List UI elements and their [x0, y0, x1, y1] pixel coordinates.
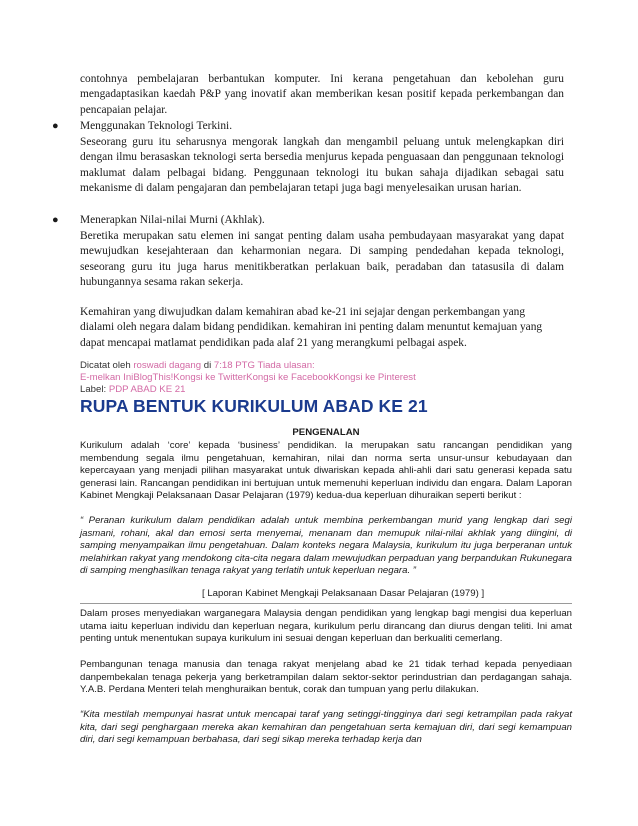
post-labels — [80, 384, 570, 396]
quote-block: “Kita mestilah mempunyai hasrat untuk mencapai taraf yang setinggi-tingginya dari segi ketrampilan pada rakyat kita, dari segi penghargaan mereka akan kemahiran dan pengetahuan serta kemajuan diri, dari segi kemampuan diri, dari segi kemampuan berbahasa, dari segi sikap mereka terhadap kerja dan — [80, 709, 572, 745]
divider — [80, 603, 572, 604]
label-prefix: Label: — [80, 384, 109, 395]
intro-paragraph: contohnya pembelajaran berbantukan komputer. Ini kerana pengetahuan dan kebolehan guru mengadaptasikan kaedah P&P yang inovatif akan memberikan kesan positif kepada perkembangan dan pencapaian pelajar. — [80, 73, 564, 116]
comments-link[interactable]: Tiada ulasan: — [254, 360, 315, 371]
post-meta — [80, 360, 570, 372]
bullet-body: Beretika merupakan satu elemen ini sangat penting dalam usaha pembudayaan masyarakat yang dapat mewujudkan kesejahteraan dan keharmonian negara. Di samping pendedahan kepada teknologi, seseorang guru itu juga harus menitikberatkan perlakuan baik, peradaban dan tatasusila di dalam hubungannya sesama rakan sekerja. — [80, 230, 564, 288]
skills-paragraph: Kemahiran yang diwujudkan dalam kemahiran abad ke-21 ini sejajar dengan perkembangan yang dialami oleh negara dalam bidang pendidikan. kemahiran ini penting dalam menuntut kemajuan yang dapat mencapai matlamat pendidikan pada alaf 21 yang merangkumi pelbagai aspek. — [80, 306, 543, 349]
time-link[interactable]: 7:18 PTG — [213, 360, 255, 371]
bullet-heading: Menggunakan Teknologi Terkini. — [80, 120, 233, 132]
body-paragraph: Dalam proses menyediakan warganegara Malaysia dengan pendidikan yang lengkap bagi mengisi dua keperluan utama iaitu keperluan individu dan keperluan negara, kurikulum perlu dirancang dan diurus dengan teliti. Ini amat penting untuk menentukan supaya kurikulum ini sesuai dengan keperluan dan berkualiti cemerlang. — [80, 608, 572, 644]
at-label: di — [201, 360, 214, 371]
bullet-dot-icon: ● — [52, 120, 59, 132]
citation: [ Laporan Kabinet Mengkaji Pelaksanaan Dasar Pelajaran (1979) ] — [202, 588, 485, 599]
section-heading: PENGENALAN — [292, 427, 360, 438]
bullet-heading: Menerapkan Nilai-nilai Murni (Akhlak). — [80, 214, 265, 226]
posted-by-label: Dicatat oleh — [80, 360, 134, 371]
quote-block: “ Peranan kurikulum dalam pendidikan adalah untuk membina perkembangan murid yang lengkap dari segi jasmani, rohani, akal dan emosi serta menyemai, menanam dan memupuk nilai-nilai akhlak yang diingini, di samping menyampaikan ilmu pengetahuan. Dalam konteks negara Malaysia, kurikulum itu juga berperanan untuk melahirkan rakyat yang mendokong cita-cita negara dalam mewujudkan perpaduan yang berpandukan Rukunegara di samping menghasilkan tenaga rakyat yang terlatih untuk keperluan negara. ” — [80, 515, 572, 576]
share-links[interactable]: E-melkan IniBlogThis!Kongsi ke TwitterKongsi ke FacebookKongsi ke Pinterest — [80, 372, 416, 383]
label-link[interactable]: PDP ABAD KE 21 — [108, 384, 186, 395]
bullet-body: Seseorang guru itu seharusnya mengorak langkah dan mengambil peluang untuk melengkapkan diri dengan ilmu berasaskan teknologi serta bersedia menjurus kepada penguasaan dan penggunaan teknologi maklumat dalam pelbagai bidang. Penggunaan teknologi itu bukan sahaja dijadikan sebagai satu mekanisme di dalam pengajaran dan pembelajaran tetapi juga bagi menyelesaikan urusan harian. — [80, 136, 564, 194]
intro-text: Kurikulum adalah ‘core’ kepada ‘business’ pendidikan. Ia merupakan satu rancangan pendidikan yang membendung segala ilmu pengetahuan, kemahiran, nilai dan norma serta unsur-unsur kebudayaan dan kepercayaan yang menjadi pilihan masyarakat untuk diwariskan kepada ahli-ahli dari satu generasi kepada satu generasi lain. Rancangan pendidikan ini bertujuan untuk memenuhi keperluan individu dan engara. Dalam Laporan Kabinet Mengkaji Pelaksanaan Dasar Pelajaran (1979) kedua-dua keperluan dihuraikan seperti berikut : — [80, 440, 572, 501]
bullet-dot-icon: ● — [52, 214, 59, 226]
body-paragraph: Pembangunan tenaga manusia dan tenaga rakyat menjelang abad ke 21 tidak terhad kepada penyediaan danpembekalan tenaga pekerja yang berketrampilan dalam sektor-sektor perindustrian dan perdagangan sahaja. Y.A.B. Perdana Menteri telah menghuraikan bentuk, corak dan tumpuan yang perlu dilakukan. — [80, 659, 572, 695]
post-title[interactable]: RUPA BENTUK KURIKULUM ABAD KE 21 — [80, 396, 428, 416]
author-link[interactable]: roswadi dagang — [133, 360, 202, 371]
